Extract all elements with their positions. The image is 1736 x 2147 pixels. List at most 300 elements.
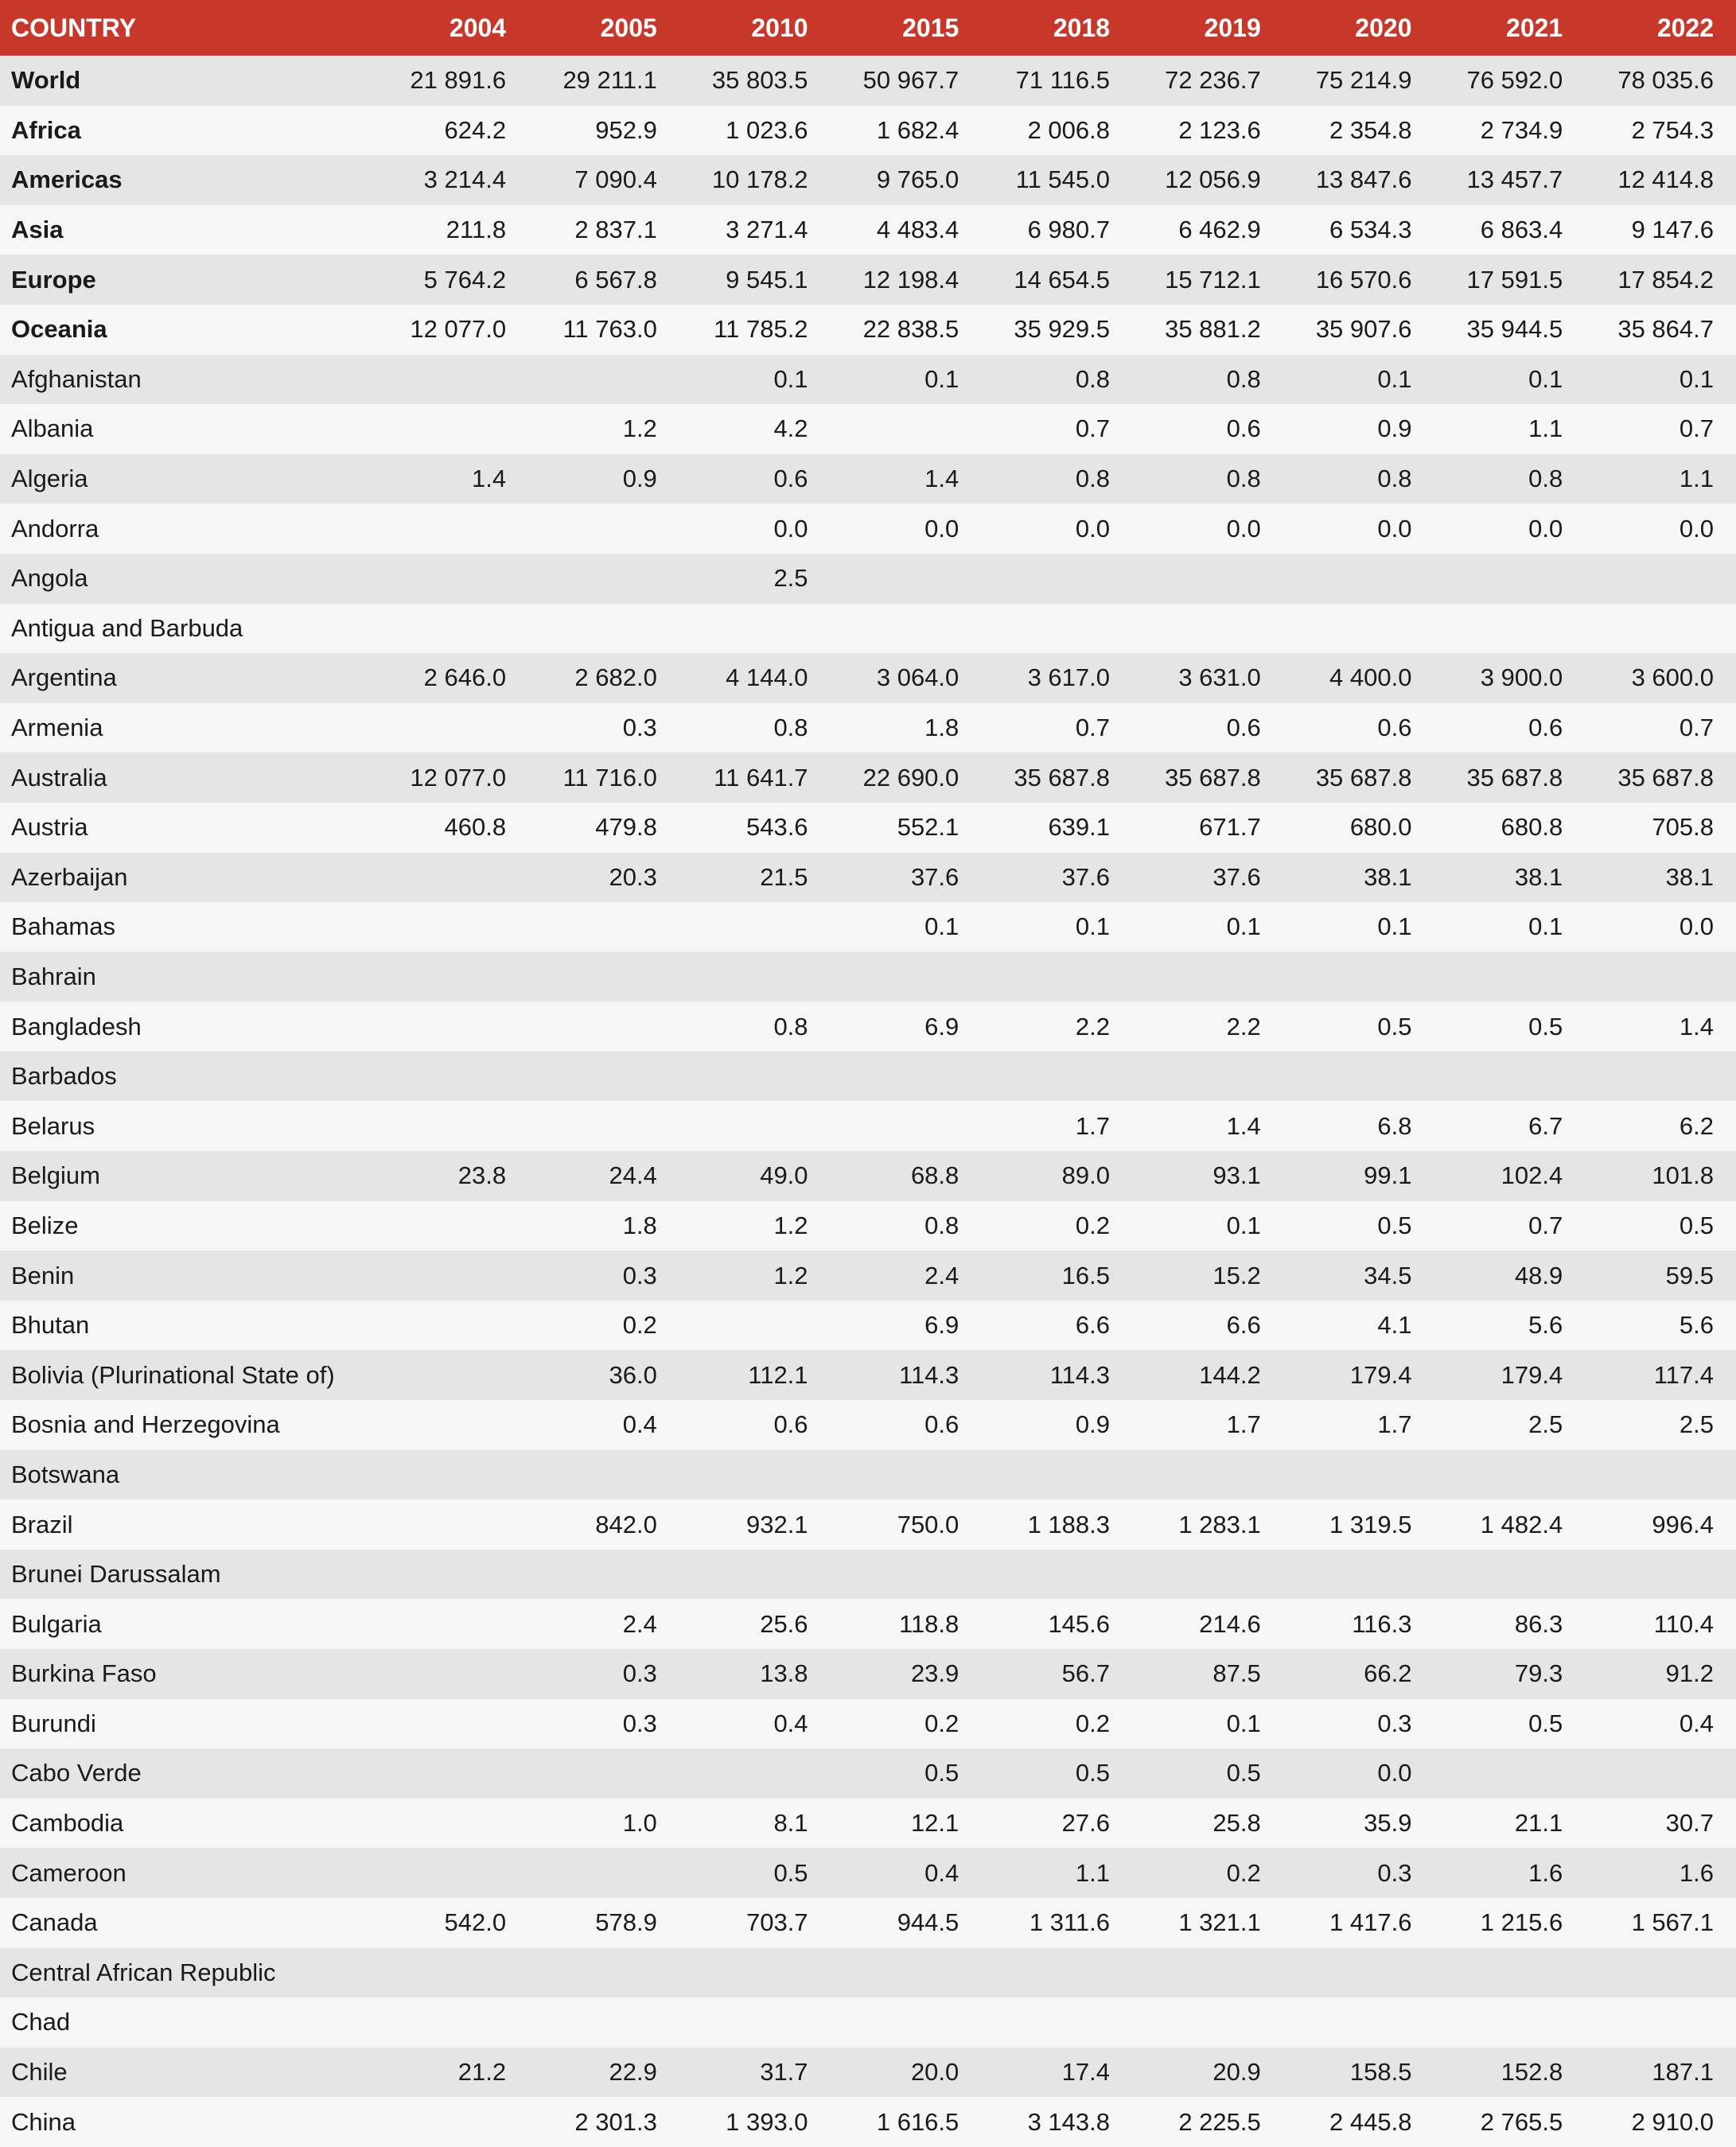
value-cell	[679, 902, 831, 952]
value-cell: 3 214.4	[423, 165, 507, 194]
value-cell: 578.9	[595, 1908, 657, 1937]
column-header-year: 2018	[1053, 13, 1111, 42]
value-cell: 49.0	[760, 1161, 808, 1190]
value-cell: 0.5	[773, 1858, 808, 1887]
value-cell: 21.5	[760, 862, 808, 891]
country-name-cell: Europe	[11, 265, 96, 294]
value-cell: 12 056.9	[1165, 165, 1261, 194]
value-cell: 1.1	[1075, 1858, 1111, 1887]
value-cell: 0.7	[1679, 714, 1714, 742]
value-cell: 624.2	[444, 115, 507, 144]
value-cell: 91.2	[1665, 1659, 1714, 1688]
value-cell: 3 600.0	[1631, 663, 1714, 692]
value-cell: 2 354.8	[1329, 115, 1412, 144]
value-cell	[1585, 1550, 1736, 1600]
value-cell: 1 283.1	[1178, 1510, 1261, 1538]
value-cell: 35.9	[1364, 1809, 1412, 1838]
value-cell: 0.4	[622, 1410, 657, 1439]
value-cell	[981, 1450, 1132, 1500]
country-name-cell: Azerbaijan	[11, 862, 128, 891]
value-cell: 0.3	[1377, 1858, 1412, 1887]
value-cell	[528, 1948, 679, 1998]
value-cell: 0.1	[1528, 912, 1563, 941]
value-cell: 1.7	[1075, 1111, 1111, 1140]
value-cell: 158.5	[1349, 2058, 1412, 2087]
value-cell	[1283, 554, 1434, 604]
value-cell	[528, 504, 679, 554]
value-cell: 4 144.0	[726, 663, 808, 692]
value-cell: 99.1	[1364, 1161, 1412, 1190]
value-cell: 30.7	[1665, 1809, 1714, 1838]
value-cell	[377, 1599, 528, 1649]
table-row	[0, 504, 1736, 554]
country-name-cell: Afghanistan	[11, 364, 142, 393]
value-cell: 0.0	[1226, 514, 1261, 543]
country-name-cell: Belarus	[11, 1111, 95, 1140]
value-cell: 211.8	[446, 216, 507, 244]
table-header-row	[0, 0, 1736, 56]
value-cell: 75 214.9	[1315, 66, 1412, 95]
value-cell	[1585, 1748, 1736, 1799]
table-row	[0, 1948, 1736, 1998]
country-name-cell: Barbados	[11, 1062, 117, 1091]
value-cell: 35 687.8	[1014, 763, 1111, 792]
value-cell: 0.6	[773, 1410, 808, 1439]
table-row	[0, 902, 1736, 952]
value-cell: 114.3	[899, 1360, 959, 1389]
value-cell: 2.5	[1679, 1410, 1714, 1439]
value-cell	[981, 1052, 1132, 1102]
value-cell: 2 754.3	[1631, 115, 1714, 144]
value-cell	[831, 1948, 982, 1998]
value-cell: 12 198.4	[862, 265, 959, 294]
value-cell: 20.3	[609, 862, 657, 891]
value-cell: 542.0	[444, 1908, 507, 1937]
value-cell	[377, 1201, 528, 1251]
value-cell: 66.2	[1364, 1659, 1412, 1688]
table-row	[0, 952, 1736, 1002]
value-cell	[377, 1450, 528, 1500]
value-cell: 3 900.0	[1480, 663, 1563, 692]
value-cell: 21.1	[1514, 1809, 1563, 1838]
country-name-cell: Antigua and Barbuda	[11, 613, 243, 642]
value-cell: 0.2	[1075, 1709, 1111, 1737]
country-name-cell: Asia	[11, 216, 64, 244]
value-cell: 1.1	[1528, 414, 1563, 443]
value-cell: 1 616.5	[876, 2107, 959, 2136]
value-cell: 0.8	[1377, 465, 1412, 493]
value-cell: 22 838.5	[862, 315, 959, 344]
value-cell: 11 716.0	[562, 763, 657, 792]
value-cell	[377, 2097, 528, 2147]
value-cell	[377, 1250, 528, 1301]
value-cell: 4.2	[773, 414, 808, 443]
table-row	[0, 1350, 1736, 1400]
country-name-cell: Botswana	[11, 1460, 120, 1488]
value-cell: 1 321.1	[1178, 1908, 1261, 1937]
value-cell: 1.7	[1377, 1410, 1412, 1439]
table-row-region	[0, 106, 1736, 156]
table-row	[0, 753, 1736, 803]
value-cell: 0.1	[1075, 912, 1111, 941]
value-cell	[377, 1350, 528, 1400]
value-cell	[1132, 554, 1283, 604]
value-cell: 0.0	[1679, 514, 1714, 543]
value-cell: 6.9	[924, 1012, 959, 1040]
value-cell: 2 225.5	[1178, 2107, 1261, 2136]
value-cell: 71 116.5	[1015, 66, 1111, 95]
value-cell	[1132, 1550, 1283, 1600]
value-cell: 14 654.5	[1014, 265, 1111, 294]
value-cell: 0.3	[1377, 1709, 1412, 1737]
value-cell: 460.8	[444, 813, 507, 842]
country-name-cell: Cambodia	[11, 1809, 124, 1838]
value-cell: 20.9	[1212, 2058, 1261, 2087]
value-cell: 479.8	[595, 813, 657, 842]
value-cell: 13 847.6	[1315, 165, 1412, 194]
value-cell: 23.8	[457, 1161, 507, 1190]
value-cell: 87.5	[1212, 1659, 1261, 1688]
value-cell	[377, 1400, 528, 1450]
country-name-cell: Benin	[11, 1261, 75, 1289]
value-cell	[1132, 1052, 1283, 1102]
value-cell: 38.1	[1514, 862, 1563, 891]
value-cell: 0.8	[1075, 465, 1111, 493]
value-cell: 15 712.1	[1165, 265, 1261, 294]
value-cell: 1.2	[622, 414, 657, 443]
country-name-cell: Oceania	[11, 315, 107, 344]
value-cell: 6.9	[924, 1311, 959, 1340]
value-cell: 0.0	[924, 514, 959, 543]
value-cell: 12 077.0	[410, 763, 507, 792]
value-cell: 17 854.2	[1617, 265, 1714, 294]
table-row	[0, 1250, 1736, 1301]
value-cell	[831, 404, 982, 454]
value-cell	[377, 952, 528, 1002]
value-cell	[377, 604, 528, 654]
value-cell: 0.6	[1377, 714, 1412, 742]
value-cell: 37.6	[910, 862, 959, 891]
value-cell	[1132, 1948, 1283, 1998]
value-cell	[679, 604, 831, 654]
value-cell: 680.8	[1501, 813, 1563, 842]
value-cell	[377, 355, 528, 405]
value-cell: 0.0	[1679, 912, 1714, 941]
value-cell: 0.8	[773, 714, 808, 742]
value-cell: 0.5	[924, 1759, 959, 1787]
value-cell: 25.6	[760, 1609, 808, 1638]
value-cell: 2.2	[1226, 1012, 1261, 1040]
value-cell: 2.5	[773, 564, 808, 593]
value-cell	[377, 1799, 528, 1849]
country-name-cell: Cameroon	[11, 1858, 127, 1887]
country-name-cell: Bahamas	[11, 912, 115, 941]
value-cell: 16.5	[1061, 1261, 1111, 1289]
value-cell: 110.4	[1653, 1609, 1714, 1638]
country-name-cell: Algeria	[11, 465, 88, 493]
value-cell: 59.5	[1665, 1261, 1714, 1289]
value-cell: 5.6	[1528, 1311, 1563, 1340]
table-row	[0, 1450, 1736, 1500]
value-cell: 2.5	[1528, 1410, 1563, 1439]
value-cell: 0.5	[1377, 1012, 1412, 1040]
value-cell: 2 301.3	[574, 2107, 657, 2136]
value-cell	[1132, 952, 1283, 1002]
value-cell: 11 785.2	[714, 315, 808, 344]
value-cell: 23.9	[910, 1659, 959, 1688]
value-cell	[377, 853, 528, 903]
value-cell: 0.1	[924, 912, 959, 941]
value-cell	[981, 604, 1132, 654]
table-row-region	[0, 255, 1736, 305]
value-cell: 21 891.6	[410, 66, 507, 95]
value-cell: 0.3	[622, 1709, 657, 1737]
value-cell: 996.4	[1652, 1510, 1714, 1538]
value-cell: 1.4	[1226, 1111, 1261, 1140]
value-cell: 0.1	[773, 364, 808, 393]
value-cell: 705.8	[1652, 813, 1714, 842]
table-row	[0, 604, 1736, 654]
value-cell: 0.1	[1377, 912, 1412, 941]
value-cell: 116.3	[1352, 1609, 1412, 1638]
country-name-cell: Belize	[11, 1211, 79, 1239]
value-cell	[1434, 1997, 1585, 2048]
value-cell	[528, 1002, 679, 1052]
value-cell: 1 215.6	[1480, 1908, 1563, 1937]
value-cell: 2.4	[622, 1609, 657, 1638]
value-cell: 68.8	[910, 1161, 959, 1190]
value-cell: 0.8	[1075, 364, 1111, 393]
country-name-cell: Burundi	[11, 1709, 96, 1737]
table-row	[0, 1550, 1736, 1600]
value-cell: 1 682.4	[876, 115, 959, 144]
value-cell: 37.6	[1061, 862, 1111, 891]
table-row	[0, 1400, 1736, 1450]
value-cell: 0.6	[924, 1410, 959, 1439]
value-cell	[1434, 1052, 1585, 1102]
value-cell: 1.4	[471, 465, 507, 493]
country-name-cell: Bulgaria	[11, 1609, 102, 1638]
table-row	[0, 653, 1736, 703]
value-cell	[528, 355, 679, 405]
value-cell: 38.1	[1364, 862, 1412, 891]
value-cell	[1585, 1997, 1736, 2048]
value-cell	[679, 1301, 831, 1351]
value-cell: 1 023.6	[726, 115, 808, 144]
value-cell: 0.8	[1528, 465, 1563, 493]
value-cell: 22.9	[609, 2058, 657, 2087]
value-cell: 0.2	[622, 1311, 657, 1340]
value-cell: 0.5	[1377, 1211, 1412, 1239]
value-cell: 2 910.0	[1631, 2107, 1714, 2136]
table-row-region	[0, 155, 1736, 205]
value-cell: 20.0	[910, 2058, 959, 2087]
value-cell: 6.8	[1377, 1111, 1412, 1140]
value-cell	[1585, 1948, 1736, 1998]
value-cell: 0.6	[773, 465, 808, 493]
value-cell	[1434, 1748, 1585, 1799]
value-cell: 10 178.2	[711, 165, 808, 194]
value-cell: 35 687.8	[1315, 763, 1412, 792]
value-cell: 35 687.8	[1466, 763, 1563, 792]
value-cell: 3 064.0	[876, 663, 959, 692]
value-cell	[528, 554, 679, 604]
value-cell: 0.8	[924, 1211, 959, 1239]
value-cell: 0.8	[773, 1012, 808, 1040]
value-cell: 17.4	[1061, 2058, 1111, 2087]
value-cell	[1283, 1997, 1434, 2048]
value-cell	[377, 1997, 528, 2048]
value-cell: 1.8	[924, 714, 959, 742]
table-row	[0, 1748, 1736, 1799]
value-cell: 6.6	[1226, 1311, 1261, 1340]
value-cell: 0.0	[773, 514, 808, 543]
value-cell: 0.8	[1226, 364, 1261, 393]
country-name-cell: Bangladesh	[11, 1012, 142, 1040]
table-row-region	[0, 56, 1736, 106]
table-row-region	[0, 305, 1736, 355]
value-cell: 11 641.7	[714, 763, 808, 792]
value-cell	[377, 404, 528, 454]
table-row	[0, 1101, 1736, 1151]
value-cell: 9 147.6	[1631, 216, 1714, 244]
value-cell	[528, 1450, 679, 1500]
value-cell: 0.0	[1377, 1759, 1412, 1787]
value-cell: 13.8	[760, 1659, 808, 1688]
country-name-cell: Bolivia (Plurinational State of)	[11, 1360, 335, 1389]
value-cell: 2 765.5	[1480, 2107, 1563, 2136]
value-cell: 35 907.6	[1315, 315, 1412, 344]
value-cell	[1283, 1052, 1434, 1102]
country-name-cell: Australia	[11, 763, 107, 792]
value-cell	[679, 1550, 831, 1600]
column-header-year: 2015	[902, 13, 959, 42]
value-cell: 24.4	[609, 1161, 657, 1190]
value-cell	[981, 1997, 1132, 2048]
value-cell: 1 482.4	[1480, 1510, 1563, 1538]
country-name-cell: Angola	[11, 564, 88, 593]
value-cell	[679, 1450, 831, 1500]
value-cell: 703.7	[745, 1908, 808, 1937]
value-cell: 118.8	[899, 1609, 959, 1638]
value-cell: 0.2	[1226, 1858, 1261, 1887]
country-name-cell: Cabo Verde	[11, 1759, 142, 1787]
value-cell: 6 980.7	[1027, 216, 1111, 244]
value-cell: 750.0	[897, 1510, 959, 1538]
value-cell: 671.7	[1199, 813, 1261, 842]
value-cell: 1.4	[924, 465, 959, 493]
value-cell: 0.1	[1226, 1211, 1261, 1239]
table-row	[0, 2048, 1736, 2098]
value-cell	[377, 1550, 528, 1600]
value-cell	[1434, 952, 1585, 1002]
value-cell: 1 319.5	[1329, 1510, 1412, 1538]
value-cell	[831, 554, 982, 604]
country-name-cell: Albania	[11, 414, 94, 443]
value-cell: 5 764.2	[423, 265, 507, 294]
value-cell: 72 236.7	[1165, 66, 1261, 95]
value-cell	[377, 1699, 528, 1749]
table-row	[0, 1997, 1736, 2048]
value-cell: 0.4	[924, 1858, 959, 1887]
country-name-cell: World	[11, 66, 81, 95]
value-cell: 1.8	[622, 1211, 657, 1239]
value-cell: 3 271.4	[726, 216, 808, 244]
value-cell: 7 090.4	[574, 165, 657, 194]
value-cell: 102.4	[1501, 1161, 1563, 1190]
value-cell: 932.1	[745, 1510, 808, 1538]
value-cell: 1 311.6	[1029, 1908, 1111, 1937]
value-cell: 6 863.4	[1480, 216, 1563, 244]
value-cell: 0.4	[1679, 1709, 1714, 1737]
value-cell	[981, 554, 1132, 604]
value-cell: 214.6	[1199, 1609, 1261, 1638]
value-cell	[1283, 1948, 1434, 1998]
value-cell: 29 211.1	[562, 66, 657, 95]
value-cell: 31.7	[760, 2058, 808, 2087]
value-cell	[1434, 604, 1585, 654]
value-cell: 112.1	[748, 1360, 808, 1389]
value-cell: 78 035.6	[1617, 66, 1714, 95]
value-cell: 114.3	[1049, 1360, 1111, 1389]
value-cell: 35 687.8	[1165, 763, 1261, 792]
value-cell: 944.5	[897, 1908, 959, 1937]
value-cell: 37.6	[1212, 862, 1261, 891]
value-cell: 0.2	[924, 1709, 959, 1737]
value-cell: 0.1	[1679, 364, 1714, 393]
value-cell: 2 682.0	[574, 663, 657, 692]
country-name-cell: Argentina	[11, 663, 117, 692]
country-name-cell: Armenia	[11, 714, 103, 742]
value-cell	[1283, 1550, 1434, 1600]
value-cell: 6 567.8	[574, 265, 657, 294]
value-cell	[528, 1848, 679, 1898]
value-cell: 152.8	[1501, 2058, 1563, 2087]
table-row	[0, 1799, 1736, 1849]
table-row-region	[0, 205, 1736, 255]
value-cell: 35 944.5	[1466, 315, 1563, 344]
table-row	[0, 1499, 1736, 1550]
value-cell: 38.1	[1665, 862, 1714, 891]
value-cell: 0.7	[1075, 714, 1111, 742]
value-cell: 1 393.0	[726, 2107, 808, 2136]
value-cell: 145.6	[1048, 1609, 1111, 1638]
column-header-year: 2020	[1355, 13, 1412, 42]
value-cell: 187.1	[1652, 2058, 1714, 2087]
value-cell	[377, 1748, 528, 1799]
value-cell: 0.1	[924, 364, 959, 393]
column-header-year: 2010	[751, 13, 808, 42]
table-body	[0, 56, 1736, 2147]
value-cell: 0.1	[1377, 364, 1412, 393]
value-cell	[1132, 604, 1283, 654]
country-name-cell: Canada	[11, 1908, 98, 1937]
value-cell	[528, 1997, 679, 2048]
value-cell: 543.6	[745, 813, 808, 842]
table-row	[0, 853, 1736, 903]
table-row	[0, 703, 1736, 753]
value-cell: 11 545.0	[1015, 165, 1111, 194]
value-cell	[528, 1052, 679, 1102]
value-cell: 0.3	[622, 1659, 657, 1688]
value-cell: 0.5	[1679, 1211, 1714, 1239]
column-header-year: 2022	[1656, 13, 1714, 42]
value-cell	[377, 902, 528, 952]
value-cell: 6.6	[1075, 1311, 1111, 1340]
value-cell	[1283, 604, 1434, 654]
country-name-cell: Americas	[11, 165, 123, 194]
value-cell: 0.9	[622, 465, 657, 493]
